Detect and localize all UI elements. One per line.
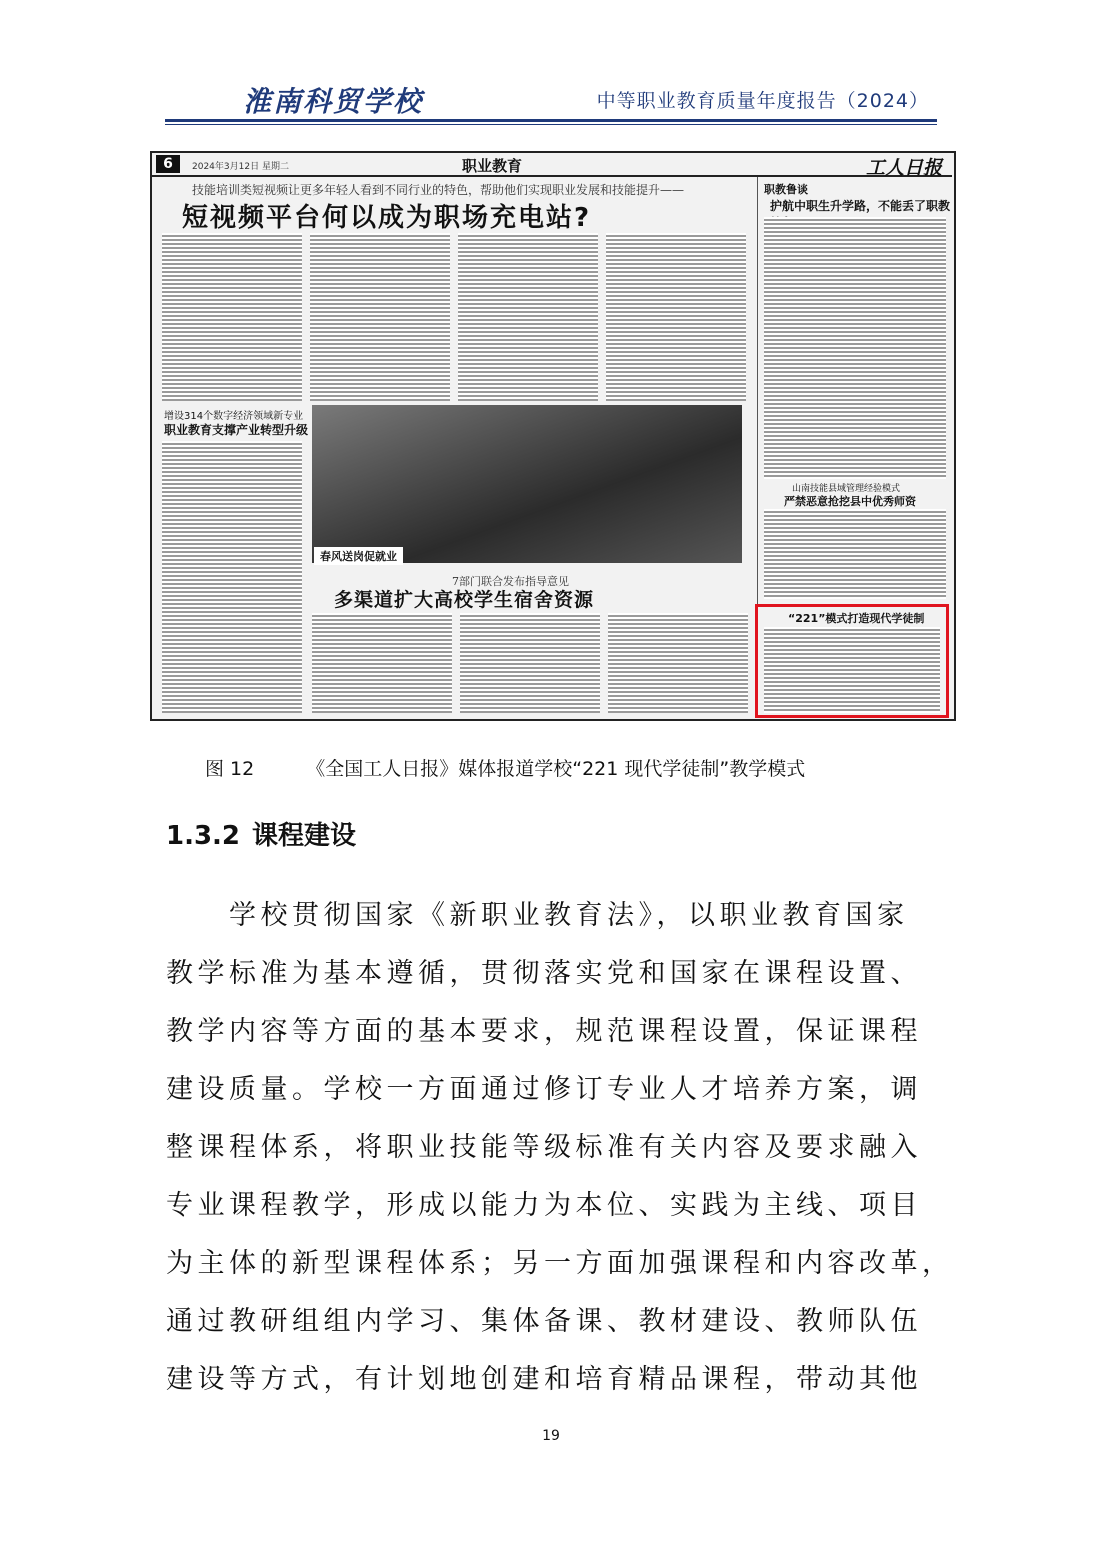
newspaper-page-number: 6 [156, 155, 180, 173]
section-title: 课程建设 [252, 821, 357, 851]
newspaper-figure [150, 151, 956, 721]
section-number: 1.3.2 [166, 821, 241, 851]
newspaper-kicker: 技能培训类短视频让更多年轻人看到不同行业的特色，帮助他们实现职业发展和技能提升—— [192, 183, 685, 197]
newspaper-text-block [310, 233, 450, 401]
newspaper-text-block [606, 233, 746, 401]
newspaper-side-headline-2: 严禁恶意抢挖县中优秀师资 [784, 495, 916, 508]
newspaper-text-block [460, 613, 600, 713]
body-line: 整课程体系，将职业技能等级标准有关内容及要求融入 [166, 1132, 922, 1163]
page-header [165, 70, 937, 126]
school-name: 淮南科贸学校 [243, 85, 424, 118]
newspaper-topbar [152, 153, 952, 177]
report-title: 中等职业教育质量年度报告（2024） [596, 90, 929, 112]
newspaper-text-block [312, 613, 452, 713]
body-line: 通过教研组组内学习、集体备课、教材建设、教师队伍 [166, 1306, 922, 1337]
header-rule-thick [165, 119, 937, 122]
newspaper-side-tag: 职教鲁谈 [764, 183, 808, 196]
body-line: 教学内容等方面的基本要求，规范课程设置，保证课程 [166, 1016, 922, 1047]
newspaper-section: 职业教育 [462, 157, 523, 175]
highlight-title: “221”模式打造现代学徒制 [788, 612, 925, 625]
newspaper-masthead: 工人日报 [865, 157, 942, 179]
newspaper-text-block [764, 217, 946, 479]
newspaper-text-block [162, 233, 302, 401]
section-heading [166, 815, 356, 852]
body-line: 为主体的新型课程体系；另一方面加强课程和内容改革， [166, 1248, 954, 1279]
newspaper-left-headline: 职业教育支撑产业转型升级 [164, 423, 309, 437]
newspaper-date: 2024年3月12日 星期二 [192, 162, 289, 172]
body-line: 建设质量。学校一方面通过修订专业人才培养方案，调 [166, 1074, 922, 1105]
body-line: 教学标准为基本遵循，贯彻落实党和国家在课程设置、 [166, 958, 922, 989]
figure-caption-text: 《全国工人日报》媒体报道学校“221 现代学徒制”教学模式 [306, 758, 806, 780]
newspaper-side-headline: 护航中职生升学路，不能丢了职教 [770, 199, 951, 213]
newspaper-photo-caption: 春风送岗促就业 [314, 547, 403, 565]
body-line: 学校贯彻国家《新职业教育法》，以职业教育国家 [166, 900, 909, 931]
newspaper-text-block [458, 233, 598, 401]
newspaper-text-block [764, 509, 946, 599]
highlight-text-block [764, 627, 940, 713]
newspaper-mid-headline: 多渠道扩大高校学生宿舍资源 [334, 589, 595, 611]
page-number: 19 [542, 1428, 560, 1444]
body-line: 专业课程教学，形成以能力为本位、实践为主线、项目 [166, 1190, 922, 1221]
figure-number: 图 12 [205, 758, 255, 780]
newspaper-text-block [162, 441, 302, 713]
newspaper-side-kicker: 山南技能县域管理经验模式 [792, 484, 901, 494]
newspaper-mid-kicker: 7部门联合发布指导意见 [452, 575, 569, 588]
newspaper-photo [312, 405, 742, 563]
body-paragraph [166, 887, 954, 1409]
newspaper-text-block [608, 613, 748, 713]
header-rule-thin [165, 124, 937, 125]
figure-caption [205, 754, 805, 781]
body-line: 建设等方式，有计划地创建和培育精品课程，带动其他 [166, 1364, 922, 1395]
newspaper-headline: 短视频平台何以成为职场充电站? [182, 203, 592, 233]
highlight-box [755, 604, 949, 718]
newspaper-left-kicker: 增设314个数字经济领域新专业 [164, 411, 304, 422]
